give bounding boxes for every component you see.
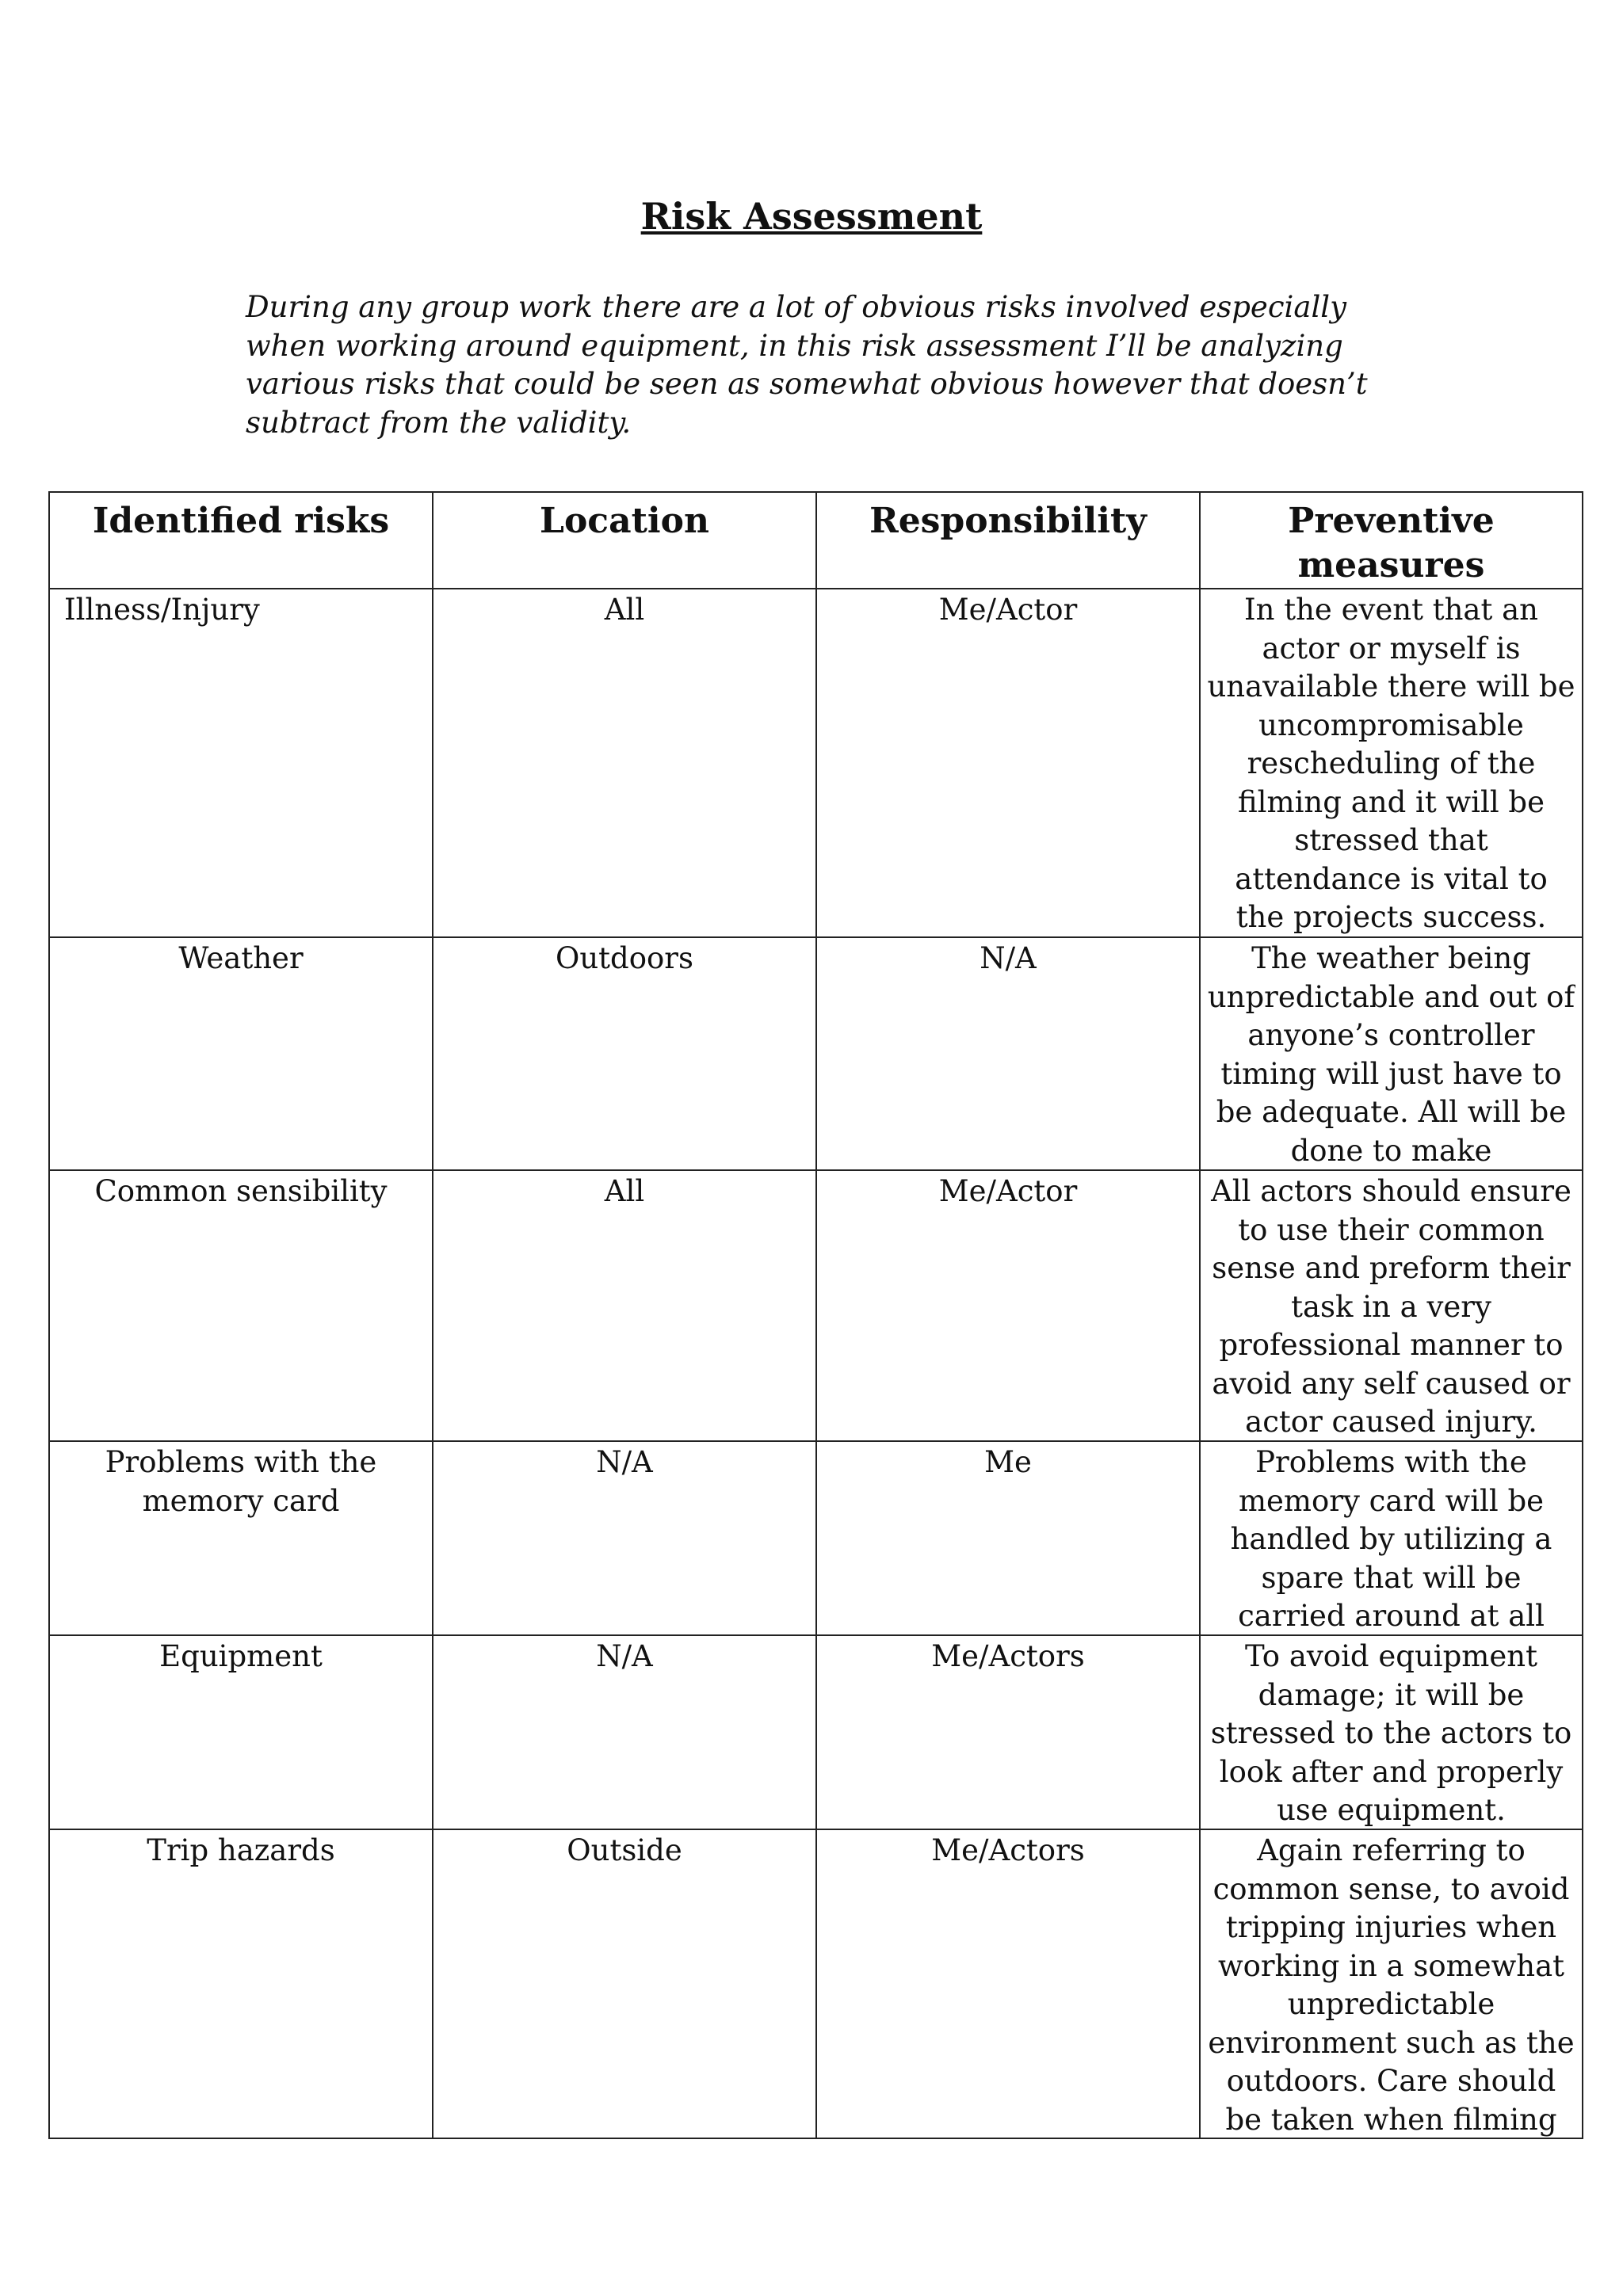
- risk-cell: Weather: [49, 937, 433, 1170]
- table-row: [49, 1829, 1583, 2138]
- measures-text: To avoid equipment damage; it will be stressed to the actors to look after and properly use equipment.: [1210, 1639, 1572, 1827]
- risk-cell: Equipment: [49, 1635, 433, 1829]
- measures-cell: [1200, 937, 1583, 1170]
- responsibility-cell: Me/Actors: [816, 1635, 1200, 1829]
- table-row: [49, 589, 1583, 937]
- responsibility-cell: Me/Actor: [816, 589, 1200, 937]
- measures-cell: [1200, 1635, 1583, 1829]
- measures-cell: [1200, 589, 1583, 937]
- responsibility-cell: N/A: [816, 937, 1200, 1170]
- measures-text: The weather being unpredictable and out of anyone’s controller timing will just have to be adequate. All will be done to make: [1207, 941, 1575, 1168]
- risk-cell: Trip hazards: [49, 1829, 433, 2138]
- header-location: Location: [433, 492, 816, 589]
- table-row: [49, 1635, 1583, 1829]
- table-row: [49, 937, 1583, 1170]
- risk-cell: Illness/Injury: [49, 589, 433, 937]
- measures-text: All actors should ensure to use their common sense and preform their task in a very professional manner to avoid any self caused or actor caused injury.: [1211, 1174, 1571, 1439]
- measures-text: In the event that an actor or myself is unavailable there will be uncompromisable rescheduling of the filming and it will be stressed that attendance is vital to the projects success.: [1207, 593, 1575, 934]
- location-cell: All: [433, 1170, 816, 1441]
- location-cell: All: [433, 589, 816, 937]
- measures-cell: [1200, 1829, 1583, 2138]
- intro-paragraph: During any group work there are a lot of obvious risks involved especially when working around equipment, in this risk assessment I’ll be analyzing various risks that could be seen as somewhat obvious however that doesn’t subtract from the validity.: [246, 290, 1368, 440]
- header-row: [49, 492, 1583, 589]
- location-cell: N/A: [433, 1635, 816, 1829]
- risk-cell: Common sensibility: [49, 1170, 433, 1441]
- responsibility-cell: Me: [816, 1441, 1200, 1635]
- table-row: [49, 1441, 1583, 1635]
- location-cell: N/A: [433, 1441, 816, 1635]
- risk-table: [48, 491, 1583, 2139]
- page-title: Risk Assessment: [640, 195, 983, 238]
- measures-cell: [1200, 1441, 1583, 1635]
- responsibility-cell: Me/Actor: [816, 1170, 1200, 1441]
- measures-text: Problems with the memory card will be handled by utilizing a spare that will be carried around at all: [1230, 1445, 1552, 1633]
- measures-cell: [1200, 1170, 1583, 1441]
- header-responsibility: Responsibility: [816, 492, 1200, 589]
- header-preventive-measures: Preventive measures: [1200, 492, 1583, 589]
- table-row: [49, 1170, 1583, 1441]
- responsibility-cell: Me/Actors: [816, 1829, 1200, 2138]
- header-identified-risks: Identified risks: [49, 492, 433, 589]
- measures-text: Again referring to common sense, to avoid tripping injuries when working in a somewhat unpredictable environment such as the outdoors. Care should be taken when filming: [1208, 1833, 1575, 2137]
- risk-cell: Problems with the memory card: [49, 1441, 433, 1635]
- location-cell: Outside: [433, 1829, 816, 2138]
- location-cell: Outdoors: [433, 937, 816, 1170]
